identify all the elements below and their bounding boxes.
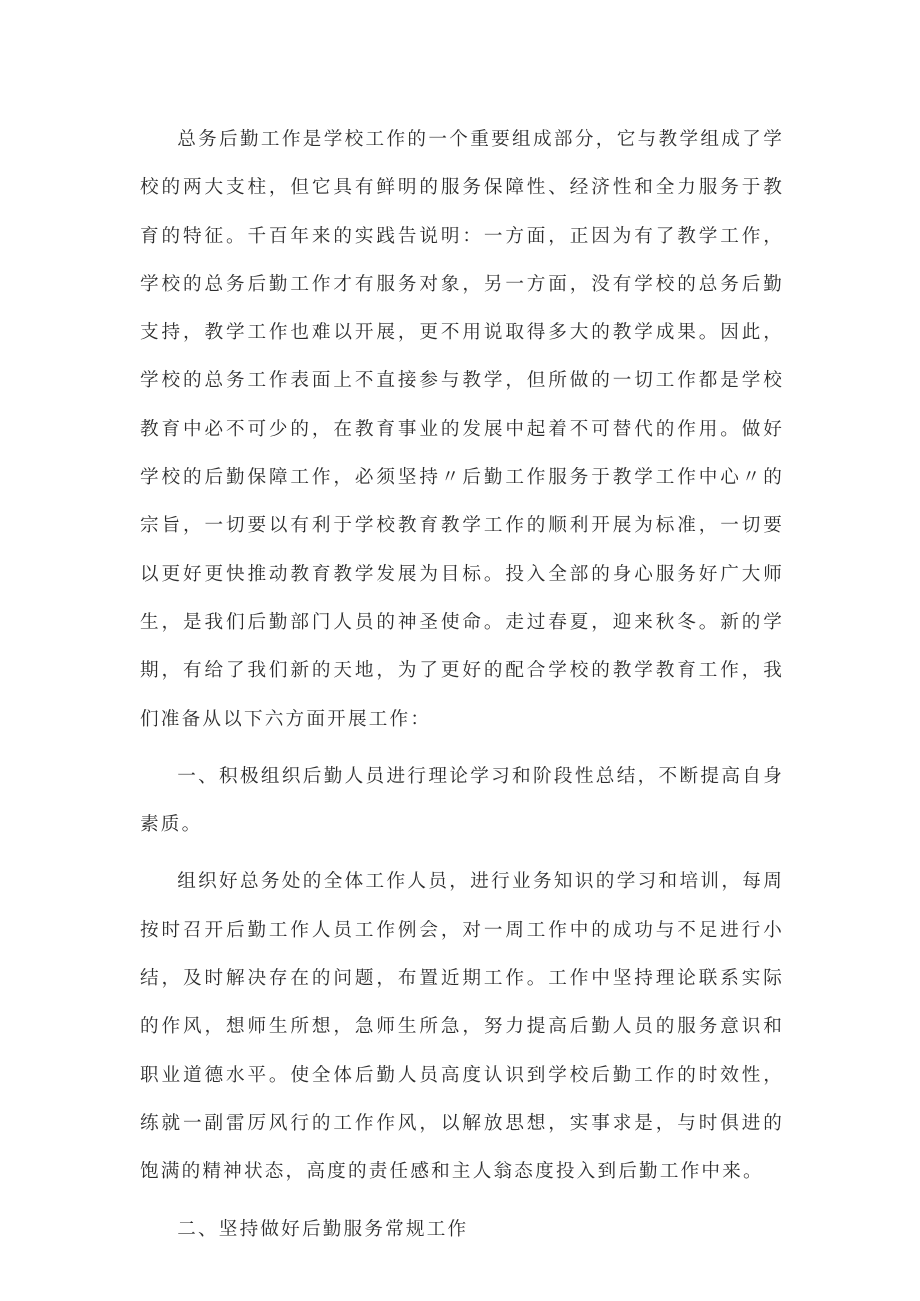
- paragraph-section-1-body: 组织好总务处的全体工作人员，进行业务知识的学习和培训，每周按时召开后勤工作人员工作例会，对一周工作中的成功与不足进行小结，及时解决存在的问题，布置近期工作。工作中坚持理论联系实际的作风，想师生所想，急师生所急，努力提高后勤人员的服务意识和职业道德水平。使全体后勤人员高度认识到学校后勤工作的时效性，练就一副雷厉风行的工作作风，以解放思想，实事求是，与时俱进的饱满的精神状态，高度的责任感和主人翁态度投入到后勤工作中来。: [140, 871, 784, 1183]
- paragraph-intro: 总务后勤工作是学校工作的一个重要组成部分，它与教学组成了学校的两大支柱，但它具有鲜明的服务保障性、经济性和全力服务于教育的特征。千百年来的实践告说明：一方面，正因为有了教学工作，学校的总务后勤工作才有服务对象，另一方面，没有学校的总务后勤支持，教学工作也难以开展，更不用说取得多大的教学成果。因此，学校的总务工作表面上不直接参与教学，但所做的一切工作都是学校教育中必不可少的，在教育事业的发展中起着不可替代的作用。做好学校的后勤保障工作，必须坚持〃后勤工作服务于教学工作中心〃的宗旨，一切要以有利于学校教育教学工作的顺利开展为标准，一切要以更好更快推动教育教学发展为目标。投入全部的身心服务好广大师生，是我们后勤部门人员的神圣使命。走过春夏，迎来秋冬。新的学期，有给了我们新的天地，为了更好的配合学校的教学教育工作，我们准备从以下六方面开展工作：: [140, 129, 784, 730]
- heading-section-1: 一、积极组织后勤人员进行理论学习和阶段性总结，不断提高自身素质。: [140, 765, 784, 836]
- heading-section-2: 二、坚持做好后勤服务常规工作: [177, 1218, 469, 1240]
- document-body: [140, 116, 784, 1254]
